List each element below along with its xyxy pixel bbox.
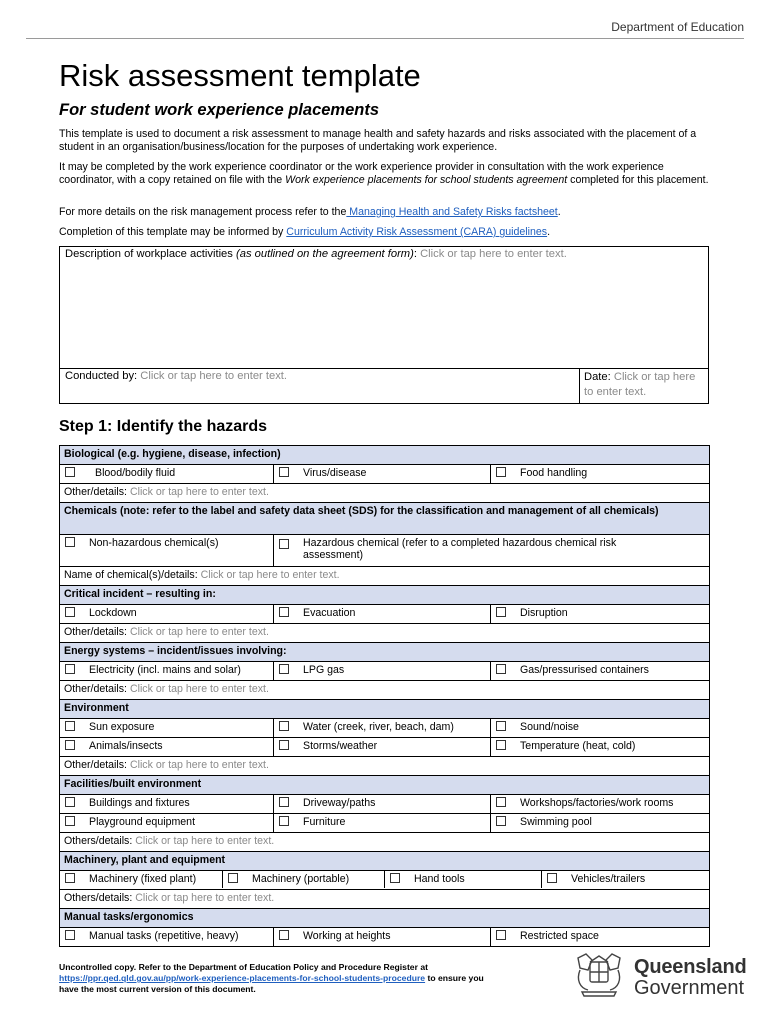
- hazard-checkbox[interactable]: LPG gas: [274, 662, 491, 681]
- hazard-checkbox[interactable]: Storms/weather: [274, 738, 491, 757]
- checkbox-icon: [496, 930, 506, 940]
- logo-text-government: Government: [634, 977, 745, 999]
- checkbox-icon: [65, 664, 75, 674]
- other-details-field[interactable]: Other/details: Click or tap here to enter text.: [60, 484, 710, 503]
- footer-note: Uncontrolled copy. Refer to the Department of Education Policy and Procedure Register at https://ppr.qed.qld.gov.au/pp/work-experience-placements-for-school-students-procedure to ensure you have the most current version of this document.: [59, 962, 484, 994]
- hazard-checkbox[interactable]: Evacuation: [274, 605, 491, 624]
- coat-of-arms-icon: [570, 950, 628, 1000]
- section-header: Manual tasks/ergonomics: [60, 909, 710, 928]
- activity-form-box: [59, 246, 709, 404]
- logo-text-queensland: Queensland: [634, 956, 747, 978]
- page-title: Risk assessment template: [59, 58, 421, 93]
- hazard-checkbox[interactable]: Working at heights: [274, 928, 491, 947]
- description-field[interactable]: Description of workplace activities (as outlined on the agreement form): Click or tap here to enter text.: [65, 248, 567, 260]
- hazard-checkbox[interactable]: Gas/pressurised containers: [491, 662, 710, 681]
- checkbox-icon: [65, 721, 75, 731]
- hazard-checkbox[interactable]: Virus/disease: [274, 465, 491, 484]
- date-field[interactable]: Date: Click or tap here to enter text.: [584, 371, 696, 398]
- checkbox-icon: [65, 816, 75, 826]
- checkbox-icon: [496, 740, 506, 750]
- intro-paragraph-2: It may be completed by the work experience coordinator or the work experience provider in consultation with the work experience coordinator, with a copy retained on file with the Work experience placements for school students agreement completed for this placement.: [59, 161, 709, 186]
- intro-paragraph-4: Completion of this template may be informed by Curriculum Activity Risk Assessment (CARA) guidelines.: [59, 226, 551, 238]
- checkbox-icon: [279, 607, 289, 617]
- department-label: Department of Education: [611, 20, 744, 34]
- hazard-checkbox[interactable]: Hand tools: [385, 871, 542, 888]
- table-row: [60, 535, 710, 567]
- checkbox-icon: [496, 467, 506, 477]
- step-1-heading: Step 1: Identify the hazards: [59, 418, 268, 435]
- checkbox-icon: [279, 721, 289, 731]
- table-row: [60, 928, 710, 947]
- hazards-table: [59, 445, 710, 947]
- factsheet-link[interactable]: Managing Health and Safety Risks factsheet: [346, 206, 558, 218]
- hazard-checkbox[interactable]: Lockdown: [60, 605, 274, 624]
- hazard-checkbox[interactable]: Playground equipment: [60, 814, 274, 833]
- checkbox-icon: [279, 664, 289, 674]
- section-header: Machinery, plant and equipment: [60, 852, 710, 871]
- cara-guidelines-link[interactable]: Curriculum Activity Risk Assessment (CARA) guidelines: [286, 226, 548, 238]
- hazard-checkbox[interactable]: Water (creek, river, beach, dam): [274, 719, 491, 738]
- checkbox-icon: [65, 537, 75, 547]
- section-header: Environment: [60, 700, 710, 719]
- table-row: [60, 662, 710, 681]
- table-row: [60, 871, 710, 890]
- hazard-checkbox[interactable]: Restricted space: [491, 928, 710, 947]
- hazard-checkbox[interactable]: Manual tasks (repetitive, heavy): [60, 928, 274, 947]
- checkbox-icon: [496, 664, 506, 674]
- header-divider: [26, 38, 744, 39]
- checkbox-icon: [496, 607, 506, 617]
- hazard-checkbox[interactable]: Food handling: [491, 465, 710, 484]
- queensland-government-logo: [570, 950, 745, 1002]
- ppr-link[interactable]: https://ppr.qed.qld.gov.au/pp/work-experience-placements-for-school-students-procedure: [59, 973, 426, 983]
- checkbox-icon: [279, 467, 289, 477]
- section-header: Critical incident – resulting in:: [60, 586, 710, 605]
- section-header: Energy systems – incident/issues involving:: [60, 643, 710, 662]
- hazard-checkbox[interactable]: Vehicles/trailers: [542, 871, 709, 888]
- hazard-checkbox[interactable]: Buildings and fixtures: [60, 795, 274, 814]
- other-details-field[interactable]: Others/details: Click or tap here to enter text.: [60, 833, 710, 852]
- section-header: Facilities/built environment: [60, 776, 710, 795]
- hazard-checkbox[interactable]: Sound/noise: [491, 719, 710, 738]
- intro-paragraph-3: For more details on the risk management process refer to the Managing Health and Safety Risks factsheet.: [59, 206, 561, 218]
- hazard-checkbox[interactable]: Furniture: [274, 814, 491, 833]
- checkbox-icon: [390, 873, 400, 883]
- hazard-checkbox[interactable]: Machinery (portable): [223, 871, 385, 888]
- hazard-checkbox[interactable]: Hazardous chemical (refer to a completed hazardous chemical risk assessment): [274, 535, 710, 567]
- hazard-checkbox[interactable]: Animals/insects: [60, 738, 274, 757]
- checkbox-icon: [65, 467, 75, 477]
- hazard-checkbox[interactable]: Swimming pool: [491, 814, 710, 833]
- other-details-field[interactable]: Other/details: Click or tap here to enter text.: [60, 681, 710, 700]
- hazard-checkbox[interactable]: Workshops/factories/work rooms: [491, 795, 710, 814]
- checkbox-icon: [65, 797, 75, 807]
- table-row: [60, 719, 710, 738]
- checkbox-icon: [65, 607, 75, 617]
- other-details-field[interactable]: Other/details: Click or tap here to enter text.: [60, 624, 710, 643]
- other-details-field[interactable]: Other/details: Click or tap here to enter text.: [60, 757, 710, 776]
- checkbox-icon: [279, 539, 289, 549]
- hazard-checkbox[interactable]: Disruption: [491, 605, 710, 624]
- other-details-field[interactable]: Others/details: Click or tap here to enter text.: [60, 890, 710, 909]
- checkbox-icon: [496, 797, 506, 807]
- hazard-checkbox[interactable]: Electricity (incl. mains and solar): [60, 662, 274, 681]
- section-header: Biological (e.g. hygiene, disease, infection): [60, 446, 710, 465]
- hazard-checkbox[interactable]: Non-hazardous chemical(s): [60, 535, 274, 567]
- hazard-checkbox[interactable]: Sun exposure: [60, 719, 274, 738]
- checkbox-icon: [279, 740, 289, 750]
- page-subtitle: For student work experience placements: [59, 101, 380, 119]
- form-column-divider: [579, 368, 580, 403]
- table-row: [60, 814, 710, 833]
- checkbox-icon: [496, 816, 506, 826]
- checkbox-icon: [279, 816, 289, 826]
- checkbox-icon: [279, 797, 289, 807]
- checkbox-icon: [65, 740, 75, 750]
- table-row: [60, 465, 710, 484]
- machinery-row: [60, 871, 710, 890]
- conducted-by-field[interactable]: Conducted by: Click or tap here to enter text.: [65, 370, 288, 382]
- hazard-checkbox[interactable]: Temperature (heat, cold): [491, 738, 710, 757]
- intro-paragraph-1: This template is used to document a risk assessment to manage health and safety hazards and risks associated with the placement of a student in an organisation/business/location for the purposes of undertaking work experience.: [59, 128, 697, 153]
- form-divider: [60, 368, 708, 369]
- table-row: [60, 605, 710, 624]
- hazard-checkbox[interactable]: Blood/bodily fluid: [60, 465, 274, 484]
- table-row: [60, 738, 710, 757]
- checkbox-icon: [496, 721, 506, 731]
- checkbox-icon: [65, 930, 75, 940]
- table-row: [60, 795, 710, 814]
- hazard-checkbox[interactable]: Machinery (fixed plant): [60, 871, 223, 888]
- hazard-checkbox[interactable]: Driveway/paths: [274, 795, 491, 814]
- other-details-field[interactable]: Name of chemical(s)/details: Click or tap here to enter text.: [60, 567, 710, 586]
- checkbox-icon: [547, 873, 557, 883]
- checkbox-icon: [65, 873, 75, 883]
- checkbox-icon: [228, 873, 238, 883]
- checkbox-icon: [279, 930, 289, 940]
- section-header: Chemicals (note: refer to the label and safety data sheet (SDS) for the classification and management of all chemicals): [60, 503, 710, 535]
